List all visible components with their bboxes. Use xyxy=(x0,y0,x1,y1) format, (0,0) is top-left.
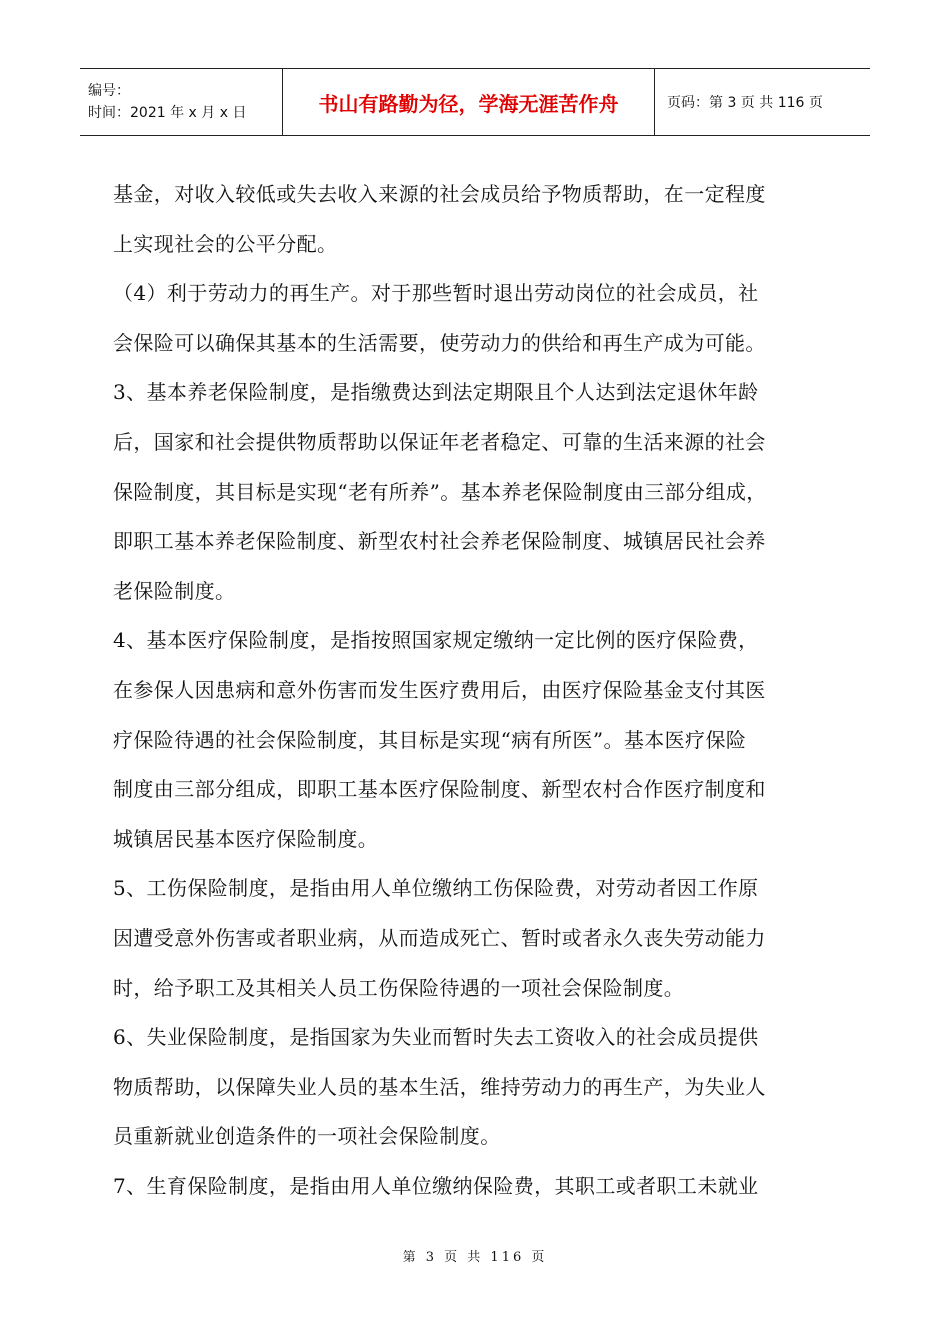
body-line: 老保险制度。 xyxy=(113,578,236,603)
body-line: 6、失业保险制度，是指国家为失业而暂时失去工资收入的社会成员提供 xyxy=(113,1025,759,1050)
body-line: 城镇居民基本医疗保险制度。 xyxy=(113,826,379,851)
body-line: 4、基本医疗保险制度，是指按照国家规定缴纳一定比例的医疗保险费， xyxy=(113,628,759,653)
document-date: 时间：2021 年 x 月 x 日 xyxy=(88,105,247,121)
body-line: 会保险可以确保其基本的生活需要，使劳动力的供给和再生产成为可能。 xyxy=(113,330,766,355)
document-body xyxy=(113,170,843,1211)
body-line: 物质帮助，以保障失业人员的基本生活，维持劳动力的再生产，为失业人 xyxy=(113,1074,766,1099)
body-line: 疗保险待遇的社会保险制度，其目标是实现“病有所医”。基本医疗保险 xyxy=(113,727,747,752)
body-line: 5、工伤保险制度，是指由用人单位缴纳工伤保险费，对劳动者因工作原 xyxy=(113,876,759,901)
body-line: 基金，对收入较低或失去收入来源的社会成员给予物质帮助，在一定程度 xyxy=(113,182,766,206)
document-header xyxy=(80,68,870,136)
header-page-info: 页码：第 3 页 共 116 页 xyxy=(667,95,823,111)
body-line: 因遭受意外伤害或者职业病，从而造成死亡、暂时或者永久丧失劳动能力 xyxy=(113,925,766,950)
body-line: 制度由三部分组成，即职工基本医疗保险制度、新型农村合作医疗制度和 xyxy=(113,777,766,802)
body-line: 保险制度，其目标是实现“老有所养”。基本养老保险制度由三部分组成， xyxy=(113,479,767,504)
body-line: 后，国家和社会提供物质帮助以保证年老者稳定、可靠的生活来源的社会 xyxy=(113,429,766,454)
body-line: 在参保人因患病和意外伤害而发生医疗费用后，由医疗保险基金支付其医 xyxy=(113,677,766,702)
header-meta xyxy=(80,69,282,135)
body-line: 员重新就业创造条件的一项社会保险制度。 xyxy=(113,1124,501,1149)
body-line: （4）利于劳动力的再生产。对于那些暂时退出劳动岗位的社会成员，社 xyxy=(113,281,759,306)
body-line: 时，给予职工及其相关人员工伤保险待遇的一项社会保险制度。 xyxy=(113,975,685,1000)
body-line: 即职工基本养老保险制度、新型农村社会养老保险制度、城镇居民社会养 xyxy=(113,529,766,554)
header-motto: 书山有路勤为径，学海无涯苦作舟 xyxy=(282,69,655,135)
body-line: 7、生育保险制度，是指由用人单位缴纳保险费，其职工或者职工未就业 xyxy=(113,1173,759,1198)
body-line: 3、基本养老保险制度，是指缴费达到法定期限且个人达到法定退休年龄 xyxy=(113,380,759,405)
page-footer: 第 3 页 共 116 页 xyxy=(402,1250,548,1265)
document-number-label: 编号： xyxy=(88,83,130,99)
body-line: 上实现社会的公平分配。 xyxy=(113,231,338,256)
